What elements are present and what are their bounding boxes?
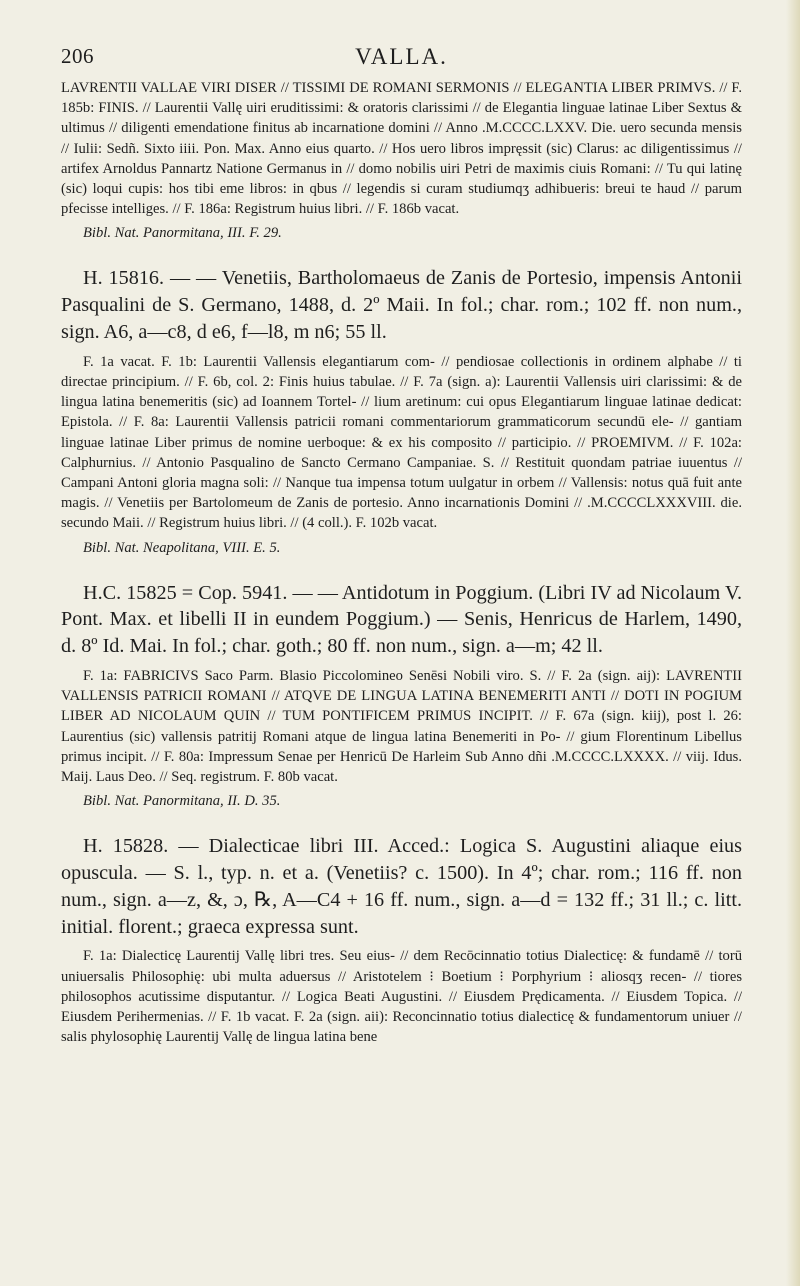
- intro-text: LAVRENTII VALLAE VIRI DISER // TISSIMI DE ROMANI SERMONIS // ELEGANTIA LIBER PRIMVS. // F. 185b: FINIS. // Laurentii Vallę uiri eruditissimi: & oratoris clarissimi // de Elegantia linguae latinae Liber Sextus & ultimus // diligenti emendatione finitus ab incarnatione domini // Anno .M.CCCC.LXXV. Die. uero secunda mensis // Iulii: Sedñ. Sixto iiii. Pon. Max. Anno eius quarto. // Hos uero libros impręssit (sic) Clarus: ac diligentissimus // artifex Arnoldus Pannartz Natione Germanus in // domo nobilis uiri Petri de maximis ciuis Romani: // Tu qui latinę (sic) loqui cupis: hos tibi eme libros: in qbus // legendis si curam studiumqʒ adhibueris: breui te haud // parum pfecisse intelliges. // F. 186a: Registrum huius libri. // F. 186b vacat.: [61, 80, 742, 218]
- running-head: [61, 44, 742, 78]
- page-edge-shadow: [786, 0, 800, 1286]
- entry-body: F. 1a: Dialecticę Laurentij Vallę libri tres. Seu eius- // dem Recōcinnatio totius Dialecticę: & fundamē // torū uniuersalis Philosophię: ubi multa aduersus // Aristotelem ⁝ Boetium ⁝ Porphyrium ⁝ aliosqʒ recen- // tiores philosophos acutissime disputantur. // Logica Beati Augustini. // Eiusdem Prędicamenta. // Eiusdem Topica. // Eiusdem Perihermenias. // F. 1b vacat. F. 2a (sign. aii): Reconcinnatio totius dialecticę & fundamentorum uniuer // salis phylosophię Laurentij Vallę de lingua latina bene: [61, 948, 742, 1046]
- page-number: 206: [61, 44, 94, 68]
- entry-body: F. 1a vacat. F. 1b: Laurentii Vallensis elegantiarum com- // pendiosae collectionis in ordinem alphabe // ti directae principium. // F. 6b, col. 2: Finis huius tabulae. // F. 7a (sign. a): Laurentii Vallensis uiri clarissimi: & de lingua latina benemeritis (sic) ad Ioannem Tortel- // lium aretinum: cui opus Elegantiarum linguae latinae dedicat: Epistola. // F. 8a: Laurentii Vallensis patricii romani commentariorum grammaticorum secundū ele- // gantiam linguae latinae Liber primus de nomine uerboque: & ex his composito // participio. // PROEMIVM. // F. 102a: Calphurnius. // Antonio Pasqualino de Sancto Cermano Campaniae. S. // Restituit quondam patriae iuuentus // Campani Antoni gloria magna soli: // Nanque tua impensa totum uulgatur in orbem // Vallensis: notus quā fuit ante magis. // Venetiis per Bartolomeum de Zanis de portesio. Anno incarnationis Domini // .M.CCCCLXXXVIII. die. secundo Maii. // Registrum huius libri. // (4 coll.). F. 102b vacat.: [61, 353, 742, 532]
- intro-entry: [61, 78, 742, 243]
- entry-heading: H. 15828. — Dialecticae libri III. Acced.: Logica S. Augustini aliaque eius opuscula. — S. l., typ. n. et a. (Venetiis? c. 1500). In 4º; char. rom.; 116 ff. non num., sign. a—z, &, ɔ, ℞, A—C4 + 16 ff. num., sign. a—d = 132 ff.; 31 ll.; c. litt. initial. florent.; graeca expressa sunt.: [61, 835, 742, 938]
- running-title: VALLA.: [355, 44, 448, 69]
- entry-heading: H. 15816. — — Venetiis, Bartholomaeus de Zanis de Portesio, impensis Antonii Pasqualini de S. Germano, 1488, d. 2º Maii. In fol.; char. rom.; 102 ff. non num., sign. A6, a—c8, d e6, f—l8, m n6; 55 ll.: [61, 267, 742, 344]
- entry-h15828: [61, 833, 742, 1047]
- entry-hc15825: [61, 580, 742, 812]
- entry-library-reference: Bibl. Nat. Panormitana, II. D. 35.: [83, 793, 281, 810]
- entry-body: F. 1a: FABRICIVS Saco Parm. Blasio Piccolomineo Senēsi Nobili viro. S. // F. 2a (sign. aij): LAVRENTII VALLENSIS PATRICII ROMANI // ATQVE DE LINGUA LATINA BENEMERITI ANTI // DOTI IN POGIUM LIBER AD NICOLAUM QUIN // TUM PONTIFICEM PRIMUS INCIPIT. // F. 67a (sign. kiij), post l. 26: Laurentius (sic) vallensis patritij Romani atque de lingua latina Benemeriti in Po- // gium Florentinum Libellus primus incipit. // F. 80a: Impressum Senae per Henricū De Harleim Sub Anno dñi .M.CCCC.LXXXX. // viij. Idus. Maij. Laus Deo. // Seq. registrum. F. 80b vacat.: [61, 668, 742, 786]
- entry-library-reference: Bibl. Nat. Neapolitana, VIII. E. 5.: [83, 539, 281, 556]
- entry-h15816: [61, 265, 742, 557]
- entry-heading: H.C. 15825 = Cop. 5941. — — Antidotum in Poggium. (Libri IV ad Nicolaum V. Pont. Max. et libelli II in eundem Poggium.) — Senis, Henricus de Harlem, 1490, d. 8º Id. Mai. In fol.; char. goth.; 80 ff. non num., sign. a—m; 42 ll.: [61, 581, 742, 658]
- intro-library-reference: Bibl. Nat. Panormitana, III. F. 29.: [83, 225, 282, 242]
